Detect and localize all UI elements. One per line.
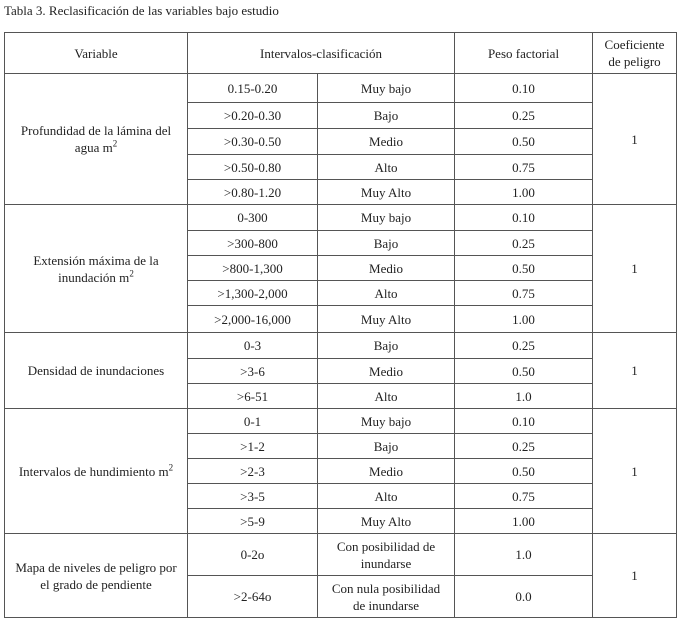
- class-cell: Muy bajo: [318, 409, 455, 434]
- table-row: [5, 534, 677, 576]
- coefficient-cell: 1: [593, 74, 677, 205]
- unit-superscript: 2: [112, 138, 118, 149]
- class-cell: Muy Alto: [318, 509, 455, 534]
- coefficient-cell: 1: [593, 534, 677, 618]
- variable-label: Extensión máxima de la: [33, 252, 159, 268]
- interval-cell: >1-2: [188, 434, 318, 459]
- class-cell: Medio: [318, 129, 455, 155]
- variable-label: Intervalos de hundimiento m: [18, 463, 169, 479]
- interval-cell: >3-5: [188, 484, 318, 509]
- class-cell: Bajo: [318, 434, 455, 459]
- weight-cell: 0.75: [455, 155, 593, 180]
- interval-cell: 0-1: [188, 409, 318, 434]
- weight-cell: 1.00: [455, 180, 593, 205]
- coefficient-cell: 1: [593, 409, 677, 534]
- class-cell: Bajo: [318, 231, 455, 256]
- weight-cell: 1.0: [455, 384, 593, 409]
- class-cell: Medio: [318, 459, 455, 484]
- class-cell: Medio: [318, 256, 455, 281]
- table-row: [5, 333, 677, 359]
- weight-cell: 0.25: [455, 103, 593, 129]
- weight-cell: 1.00: [455, 509, 593, 534]
- class-cell: Alto: [318, 384, 455, 409]
- class-cell: Muy bajo: [318, 205, 455, 231]
- variable-cell: [5, 205, 188, 333]
- weight-cell: 0.50: [455, 359, 593, 384]
- coefficient-cell: 1: [593, 333, 677, 409]
- header-coef-line1: Coeficiente: [604, 37, 665, 52]
- weight-cell: 0.25: [455, 333, 593, 359]
- variable-cell: [5, 333, 188, 409]
- interval-cell: 0-3: [188, 333, 318, 359]
- interval-cell: >0.30-0.50: [188, 129, 318, 155]
- weight-cell: 0.10: [455, 205, 593, 231]
- unit-superscript: 2: [129, 268, 134, 279]
- class-cell: Medio: [318, 359, 455, 384]
- class-label-line2: inundarse: [360, 555, 412, 571]
- class-label-line2: de inundarse: [352, 597, 420, 613]
- variable-label-line2: el grado de pendiente: [40, 576, 152, 592]
- interval-cell: >0.20-0.30: [188, 103, 318, 129]
- class-cell: Muy bajo: [318, 74, 455, 103]
- weight-cell: 0.10: [455, 74, 593, 103]
- class-cell: Bajo: [318, 103, 455, 129]
- header-coeficiente: [593, 33, 677, 74]
- variable-label: Mapa de niveles de peligro por: [15, 559, 177, 575]
- interval-cell: >300-800: [188, 231, 318, 256]
- class-cell: Alto: [318, 155, 455, 180]
- interval-cell: >2,000-16,000: [188, 306, 318, 333]
- interval-cell: >1,300-2,000: [188, 281, 318, 306]
- weight-cell: 0.25: [455, 231, 593, 256]
- weight-cell: 1.0: [455, 534, 593, 576]
- class-cell: [318, 534, 455, 576]
- class-cell: Bajo: [318, 333, 455, 359]
- interval-cell: 0.15-0.20: [188, 74, 318, 103]
- weight-cell: 0.75: [455, 484, 593, 509]
- interval-cell: >6-51: [188, 384, 318, 409]
- class-label-line1: Con posibilidad de: [336, 538, 436, 554]
- table-row: [5, 74, 677, 103]
- weight-cell: 0.10: [455, 409, 593, 434]
- reclassification-table: [4, 32, 677, 618]
- table-body: [5, 74, 677, 618]
- interval-cell: 0-300: [188, 205, 318, 231]
- interval-cell: >0.50-0.80: [188, 155, 318, 180]
- header-peso: Peso factorial: [455, 33, 593, 74]
- class-label-line1: Con nula posibilidad: [331, 580, 441, 596]
- interval-cell: >2-64o: [188, 576, 318, 618]
- variable-label: Profundidad de la lámina del: [20, 123, 172, 138]
- interval-cell: >3-6: [188, 359, 318, 384]
- variable-label: Densidad de inundaciones: [27, 363, 165, 378]
- weight-cell: 0.75: [455, 281, 593, 306]
- weight-cell: 0.50: [455, 129, 593, 155]
- class-cell: Alto: [318, 281, 455, 306]
- variable-cell: [5, 409, 188, 534]
- interval-cell: >800-1,300: [188, 256, 318, 281]
- weight-cell: 0.50: [455, 256, 593, 281]
- interval-cell: >2-3: [188, 459, 318, 484]
- interval-cell: >0.80-1.20: [188, 180, 318, 205]
- header-intervalos: Intervalos-clasificación: [188, 33, 455, 74]
- header-row: [5, 33, 677, 74]
- class-cell: Alto: [318, 484, 455, 509]
- variable-cell: [5, 74, 188, 205]
- weight-cell: 0.0: [455, 576, 593, 618]
- coefficient-cell: 1: [593, 205, 677, 333]
- header-coef-line2: de peligro: [608, 54, 661, 69]
- interval-cell: >5-9: [188, 509, 318, 534]
- table-row: [5, 409, 677, 434]
- header-variable: Variable: [5, 33, 188, 74]
- class-cell: Muy Alto: [318, 180, 455, 205]
- class-cell: [318, 576, 455, 618]
- class-cell: Muy Alto: [318, 306, 455, 333]
- interval-cell: 0-2o: [188, 534, 318, 576]
- variable-label-line2: agua m: [74, 140, 113, 155]
- unit-superscript: 2: [168, 462, 174, 473]
- variable-cell: [5, 534, 188, 618]
- weight-cell: 0.50: [455, 459, 593, 484]
- variable-label-line2: inundación m: [58, 269, 130, 285]
- weight-cell: 0.25: [455, 434, 593, 459]
- table-caption: Tabla 3. Reclasificación de las variables bajo estudio: [4, 3, 279, 18]
- table-row: [5, 205, 677, 231]
- weight-cell: 1.00: [455, 306, 593, 333]
